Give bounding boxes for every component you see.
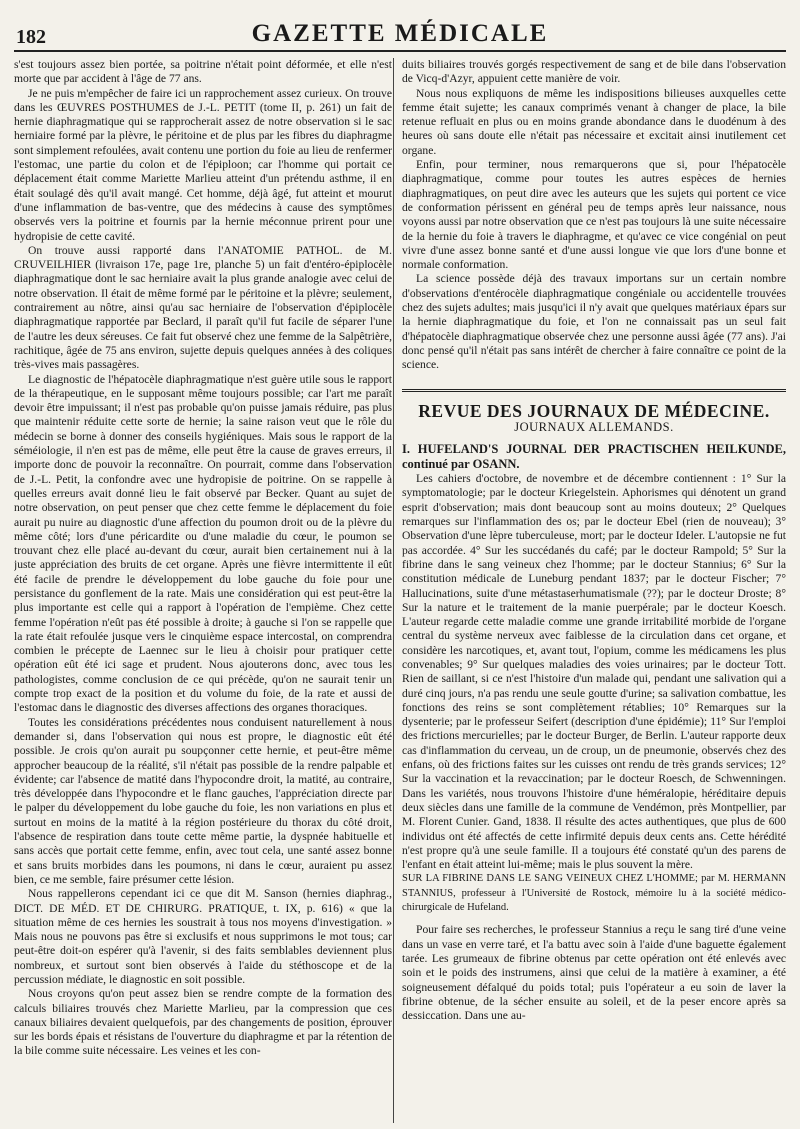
paragraph: Nous croyons qu'on peut assez bien se rendre compte de la formation des calculs biliaires trouvés chez Mariette Marlieu, par la compression que ces canaux biliaires devaient quelquefois, par des changements de position, éprouver sur les bords épais et résistans de l'ouverture du diaphragme et par la rétention de la bile comme suite nécessaire. Les veines et les con- (14, 987, 392, 1058)
paragraph: Je ne puis m'empêcher de faire ici un rapprochement assez curieux. On trouve dans les ŒUVRES POSTHUMES de J.-L. PETIT (tome II, p. 261) un fait de hernie diaphragmatique qui se rapprocherait assez de notre observation si le sac herniaire formé par la plèvre, le péritoine et de plus par les fibres du diaphragme sont simplement refoulées, avait contenu une portion du foie au lieu de renfermer l'estomac, une partie du colon et de l'épiploon; car l'homme qui portait ce déplacement était comme Mariette Marlieu atteint d'un prétendu asthme, il en était soulagé dès qu'il avait mangé. Cet homme, déjà âgé, fut atteint et mourut d'une inflammation de bas-ventre, que des médecins à cause des symptômes observés vers la poitrine et fournis par la hernie méconnue prirent pour une hydropisie de cette cavité. (14, 86, 392, 243)
review-section (402, 389, 786, 1024)
review-title: REVUE DES JOURNAUX DE MÉDECINE. (418, 400, 770, 421)
page-number: 182 (16, 26, 46, 48)
paragraph: Enfin, pour terminer, nous remarquerons que si, pour l'hépatocèle diaphragmatique, comme pour toutes les autres espèces de hernies diaphragmatiques, on peut dire avec les auteurs que les sujets qui portent ce vice de conformation périssent en général peu de temps après leur naissance, nous voyons aussi par notre observation que ce n'est pas toujours là une suite nécessaire de la hernie du foie à travers le diaphragme, et qu'avec ce vice congénial on peut vivre d'une assez bonne santé et d'une aussi longue vie que lors d'une bonne et normale conformation. (402, 158, 786, 272)
page-header (14, 14, 786, 52)
paragraph: s'est toujours assez bien portée, sa poitrine n'était point déformée, et elle n'est morte que par accident à l'âge de 77 ans. (14, 58, 392, 86)
review-subtitle: JOURNAUX ALLEMANDS. (514, 419, 674, 434)
journal-title: GAZETTE MÉDICALE (251, 20, 549, 47)
section-heading: I. HUFELAND'S JOURNAL DER PRACTISCHEN HEILKUNDE, continué par OSANN. (402, 442, 786, 472)
paragraph: duits biliaires trouvés gorgés respectivement de sang et de bile dans l'observation de Vicq-d'Azyr, appuient cette manière de voir. (402, 58, 786, 86)
paragraph: Nous rappellerons cependant ici ce que dit M. Sanson (hernies diaphrag., DICT. DE MÉD. ET DE CHIRURG. PRATIQUE, t. IX, p. 616) « que la situation même de ces hernies les soustrait à tous nos moyens d'investigation. » Mais nous ne pouvons pas être si exclusifs et nous supprimons le mot tous; car peut-être doit-on espérer qu'à l'avenir, si des faits semblables deviennent plus nombreux, et surtout sont bien observés à l'aide du stéthoscope et de la percussion médiate, le diagnostic en soit possible. (14, 887, 392, 986)
spacer (402, 915, 786, 923)
paragraph: Le diagnostic de l'hépatocèle diaphragmatique n'est guère utile sous le rapport de la thérapeutique, en le supposant même toujours possible; car l'art me paraît devoir être impuissant; il n'est pas probable qu'on puisse jamais réduire, pas plus que maintenir réduite cette sorte de hernie; la saine raison veut que le rôle du médecin se borne à donner des conseils hygiéniques. Mais sous le rapport de la séméiologie, il n'en est pas de même, elle peut être la cause de graves erreurs, il importe donc de pouvoir la reconnaître. On pourrait, comme dans l'observation de J.-L. Petit, la confondre avec une hydropisie de poitrine. On se rappelle à quelles erreurs avait donné lieu le fait observé par Becker. Quant au sujet de notre observation, on peut penser que chez cette femme le déplacement du foie aurait pu nuire au diagnostic d'une affection du poumon droit ou de la plèvre du même côté; lors d'une péricardite ou d'une maladie du cœur, le poumon se trouvant chez elle placé au-devant du cœur, aurait bien certainement nui à la juste appréciation des bruits de cet organe. Après une fièvre intermittente il eût été facile de prendre le développement du lobe gauche du foie pour une persistance du gonflement de la rate. Mais une considération qui est peut-être la plus importante est celle qui a rapport à l'opération de l'empième. Chez cette femme l'opération n'eût pas été possible à droite; à gauche si l'on se rappelle que la rate était refoulée jusque vers le cinquième espace intercostal, on comprendra combien le précepte de Laennec sur le lieu à choisir pour pratiquer cette opération eût été ici sage et prudent. Nous ajouterons donc, avec tous les pathologistes, comme conclusion de ce qui précède, qu'on ne saurait tenir un compte trop exact de la position et du volume du foie, de la rate et aussi de l'estomac dans le diagnostic des diverses affections des organes thoraciques. (14, 372, 392, 715)
paragraph: Les cahiers d'octobre, de novembre et de décembre contiennent : 1° Sur la symptomatologie; par le docteur Kriegelstein. Aphorismes qui dénotent un grand esprit d'observation; mais dont beaucoup sont au moins douteux; 2° Quelques remarques sur l'inflammation des os; par le docteur Ebel (rien de nouveau); 3° Observation d'une lèpre tuberculeuse, mort; par le docteur Ideler. L'autopsie ne fut pas accordée. 4° Sur les succédanés du café; par le docteur Rampold; 5° Sur la fibrine dans le sang veineux chez l'homme; par le docteur Stannius; 6° Sur la constitution médicale de Luneburg pendant 1837; par le docteur Fischer; 7° Hallucinations, suite d'une métastaserhumatismale (??); par le docteur Droste; 8° Sur la nature et le traitement de la manie puerpérale; par le docteur Koesch. L'auteur regarde cette maladie comme une grande irritabilité morbide de l'organe central du système nerveux avec faiblesse de la circulation dans cet organe, et considère les narcotiques, et, avant tout, l'opium, comme les médicamens les plus convenables; 9° Sur quelques maladies des voies urinaires; par le docteur Tott. Rien de saillant, si ce n'est l'histoire d'un malade qui, pendant une salivation qui a duré cinq jours, n'a pas rendu une seule goutte d'urine; sa salivation combattue, les fonctions des reins se sont complètement rétablies; 10° Remarques sur la dysenterie; par le professeur Seifert (description d'une épidémie); 11° Sur l'emploi des frictions mercurielles; par le docteur Burger, de Berlin. L'auteur rapporte deux cas d'inflammation du cerveau, un de croup, un de pneumonie, observés chez des enfans, où des frictions faites sur les cuisses ont rendu de très grands services; 12° Sur la vaccination et la revaccination; par le docteur Roesch, de Schwenningen. Dans les variétés, nous trouvons l'histoire d'une héméralopie, héréditaire depuis deux siècles dans une famille de la commune de Vendémon, près Montpellier, par M. Florent Cunier. Gand, 1838. Il résulte des actes authentiques, que plus de 600 individus ont été affectés de cette infirmité depuis deux cents ans. Cette hérédité n'est propre qu'à une seule famille. Il a toujours été constaté qu'un des parens de l'enfant en était atteint lui-même; mais le plus souvent la mère. (402, 472, 786, 872)
paragraph: La science possède déjà des travaux importans sur un certain nombre d'observations d'entérocèle diaphragmatique congéniale ou accidentelle trouvées chez des sujets adultes; mais jusqu'ici il n'y avait que quelques matériaux épars sur la hernie diaphragmatique du foie, et l'on ne connaissait pas un seul fait d'hépatocèle diaphragmatique observée chez une personne aussi âgée (77 ans). J'ai donc pensé qu'il n'était pas sans intérêt de chercher à faire connaître ce point de la science. (402, 272, 786, 372)
paragraph: On trouve aussi rapporté dans l'ANATOMIE PATHOL. de M. CRUVEILHIER (livraison 17e, page 1re, planche 5) un fait d'entéro-épiplocèle diaphragmatique dont le sac herniaire avait la plus grande analogie avec celui de notre observation. Il était de même formé par le péritoine et la plèvre; seulement, contrairement au nôtre, ainsi qu'au sac herniaire de l'observation d'épiplocèle diaphragmatique rapportée par Beclard, il paraît qu'il fut facile de séparer l'une de l'autre les deux séreuses. Ce fait fut observé chez une femme de la Salpêtrière, rachitique, âgée de 75 ans environ, sujette depuis quelques années à des coliques très-vives mais passagères. (14, 243, 392, 372)
paragraph: Nous nous expliquons de même les indispositions bilieuses auxquelles cette femme était sujette; les canaux comprimés venant à changer de place, la bile retenue refluait en plus ou en moins grande abondance dans le duodénum à des heures où sans doute elle n'était pas nécessaire et excitait ainsi inutilement cet organe. (402, 86, 786, 157)
column-divider (393, 58, 394, 1123)
left-column (14, 58, 392, 1123)
paragraph: Pour faire ses recherches, le professeur Stannius a reçu le sang tiré d'une veine dans un vase en verre taré, et l'a battu avec soin à l'aide d'une baguette également tarée. Les grumeaux de fibrine obtenus par cette opération ont été enlevés avec soin et le poids des instrumens, ainsi que celui de la matière à examiner, a été soigneusement défalqué du poids total; puis l'opérateur a eu soin de laver la fibrine obtenue, de la sécher ensuite au soleil, et de la peser encore après sa dessiccation. Dans une au- (402, 923, 786, 1023)
article-heading: SUR LA FIBRINE DANS LE SANG VEINEUX CHEZ L'HOMME; par M. HERMANN STANNIUS, professeur à l'Université de Rostock, mémoire lu à la société médico-chirurgicale de Hufeland. (402, 873, 786, 914)
right-column (402, 58, 786, 1123)
paragraph: Toutes les considérations précédentes nous conduisent naturellement à nous demander si, dans l'observation qui nous est propre, le diagnostic eût été possible. Je crois qu'on aurait pu soupçonner cette hernie, et peut-être même approcher beaucoup de la réalité, s'il n'était pas possible de la rendre palpable et évidente; car l'absence de matité dans l'hypocondre droit, la matité, au contraire, très développée dans l'hypocondre et le flanc gauches, l'appréciation directe par le palper du développement du lobe gauche du foie, les non variations en plus et surtout en moins de la matité à la région postérieure du thorax du côté droit, l'absence de respiration dans toute cette même partie, la dyspnée habituelle et sans accès que portait cette femme, enfin, avec tout cela, une santé assez bonne et sans bruits morbides dans les poumons, ni dans le cœur, auraient pu assez bien, ce me semble, faire présumer cette lésion. (14, 715, 392, 886)
